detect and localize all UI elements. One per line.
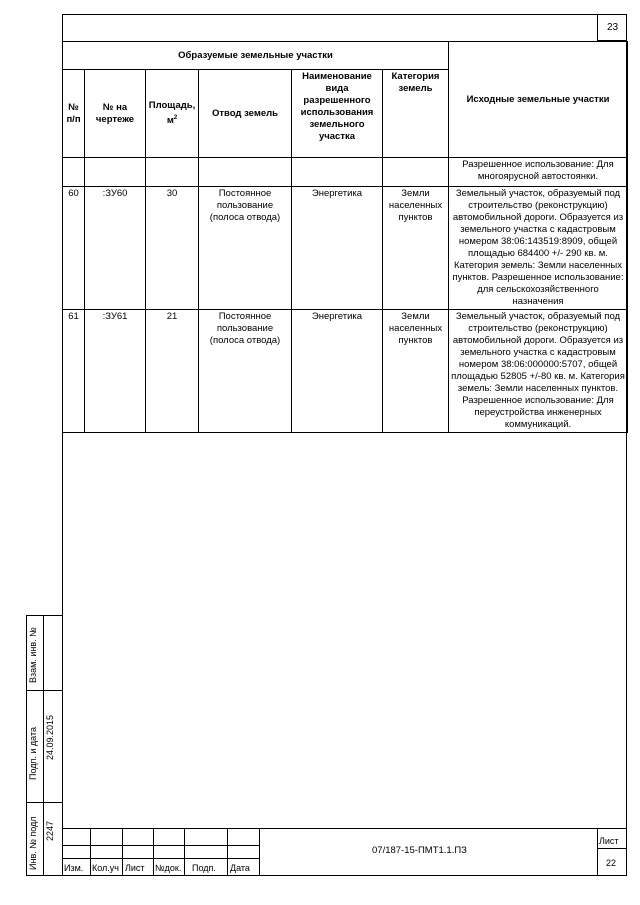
col-area-sup: 2 [173,114,178,121]
row-use: Энергетика [292,187,383,310]
sheet-label: Лист [599,836,619,846]
podp-data-label: Подп. и дата [28,726,38,780]
row-source: Земельный участок, образуемый под строительство (реконструкцию) автомобильной дороги. Образуется из земельного участка с кадастровым номером 38:06:143519:8909, общей площадью 684400 +/- 290 кв. м. Категория земель: Земли населенных пунктов. Разрешенное использование: для сельскохозяйственного назначения [449,187,628,310]
table-row-continued [63,158,628,187]
table-row [63,187,628,310]
row-area: 30 [146,187,199,310]
row-category: Земли населенных пунктов [383,310,449,433]
top-page-number: 23 [597,14,627,41]
tb-data: Дата [230,863,250,873]
col-category-header: Категория земель [383,70,449,158]
row-allotment: Постоянное пользование (полоса отвода) [199,310,292,433]
row-category: Земли населенных пунктов [383,187,449,310]
tb-ndok: №док. [155,863,182,873]
col-area-header [146,70,199,158]
row-num: 60 [63,187,85,310]
row-drawing: :ЗУ60 [85,187,146,310]
col-allotment-header: Отвод земель [199,70,292,158]
tb-izm: Изм. [64,863,84,873]
row-source: Земельный участок, образуемый под строительство (реконструкцию) автомобильной дороги. Образуется из земельного участка с кадастровым номером 38:06:000000:5707, общей площадью 52805 +/-80 кв. м. Категория земель: Земли населенных пунктов. Разрешенное использование: Для переустройства инженерных коммуникаций. [449,310,628,433]
land-plots-table [62,41,628,433]
col-area-label: Площадь, м [148,99,196,127]
sign-date: 24.09.2015 [45,714,55,760]
row-use: Энергетика [292,310,383,433]
col-drawing-header: № на чертеже [85,70,146,158]
row-allotment: Постоянное пользование (полоса отвода) [199,187,292,310]
inv-number: 2247 [45,820,55,841]
table-row [63,310,628,433]
sheet-number: 22 [606,858,617,868]
col-num-header: № п/п [63,70,85,158]
continued-source-cell: Разрешенное использование: Для многоярусной автостоянки. [449,158,628,187]
document-code: 07/187-15-ПМТ1.1.ПЗ [372,845,467,856]
tb-list: Лист [125,863,145,873]
tb-podp: Подп. [192,863,216,873]
row-num: 61 [63,310,85,433]
row-area: 21 [146,310,199,433]
vzam-inv-label: Взам. инв. № [28,627,38,683]
group-header: Образуемые земельные участки [63,42,449,70]
col-source-header: Исходные земельные участки [449,42,628,158]
row-drawing: :ЗУ61 [85,310,146,433]
inv-podl-label: Инв. № подл [28,816,38,870]
col-use-header: Наименование вида разрешенного использования земельного участка [292,70,383,158]
tb-kol: Кол.уч [92,863,119,873]
